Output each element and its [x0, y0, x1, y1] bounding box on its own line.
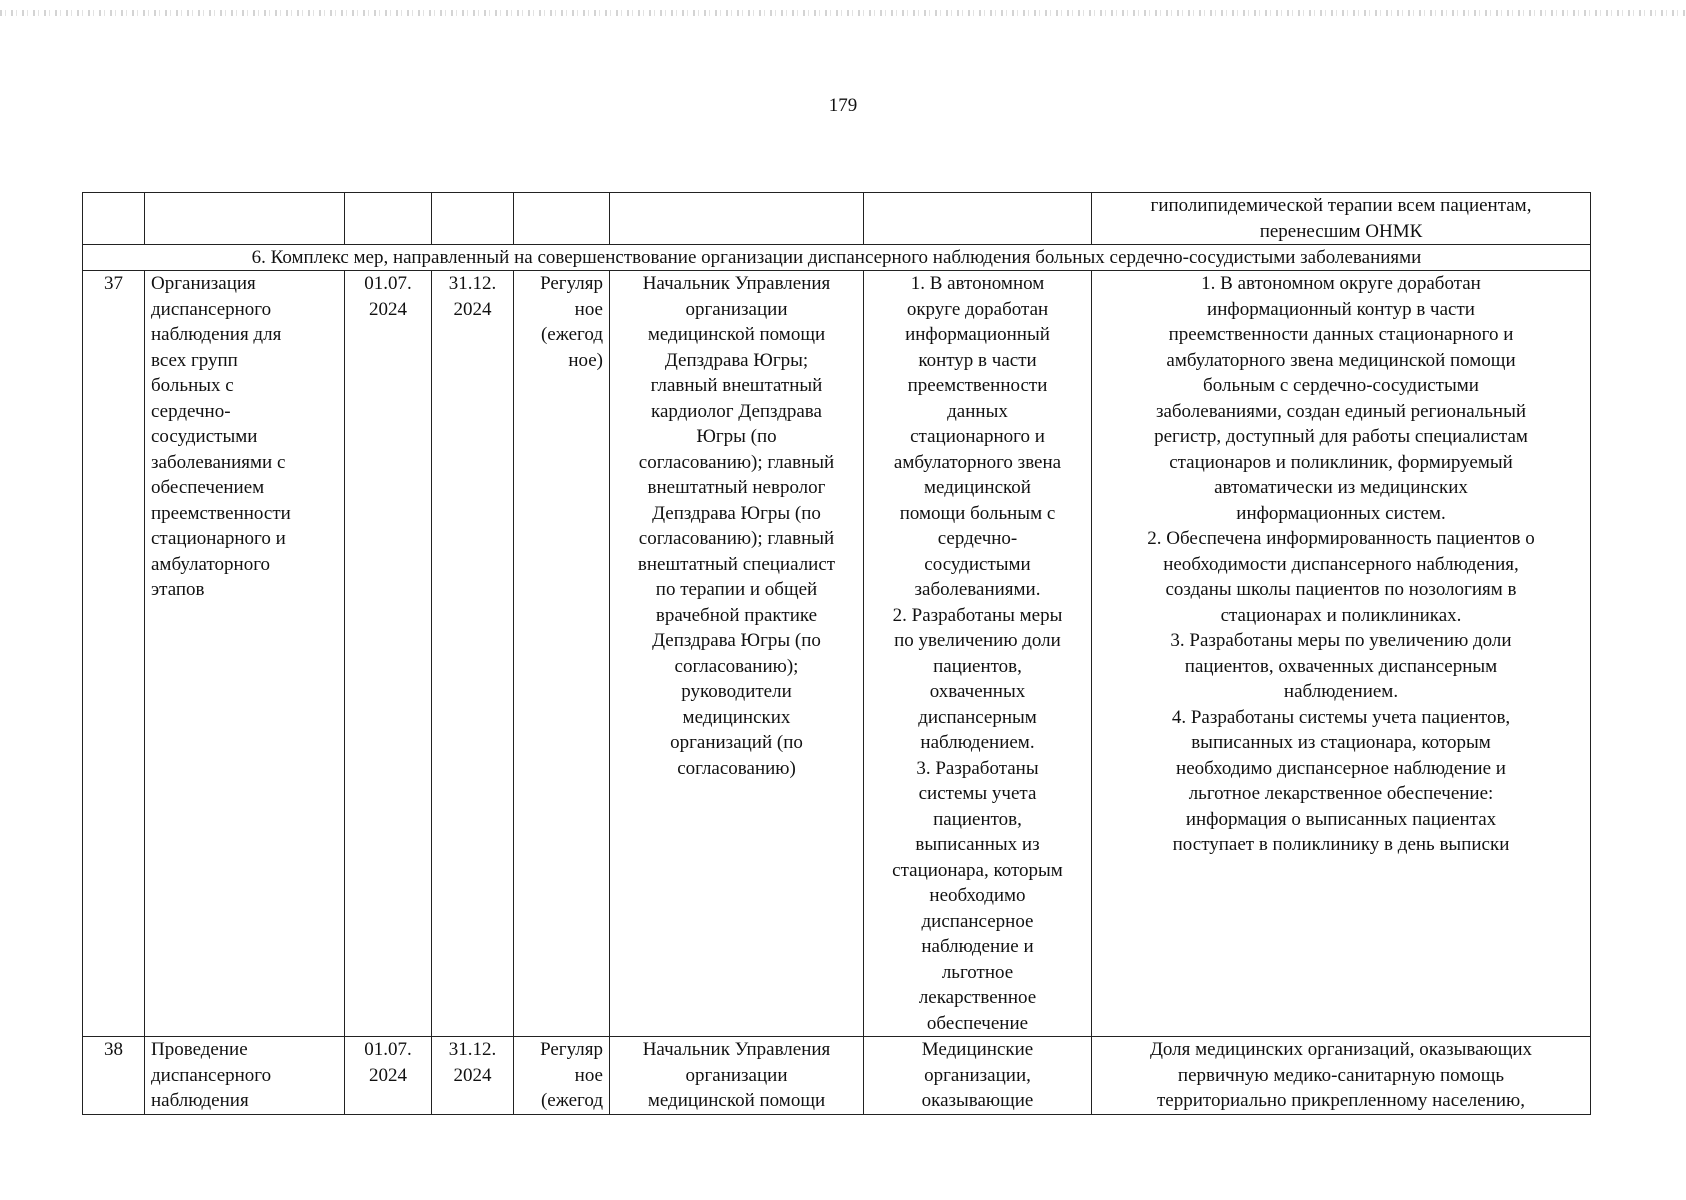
characteristic [870, 271, 1085, 1036]
text-line: округе доработан [906, 298, 1049, 320]
text-line: пациентов, [933, 808, 1022, 830]
frequency [520, 1037, 603, 1114]
text-line: этапов [151, 579, 205, 600]
text-line: 1. В автономном [910, 273, 1045, 294]
text-line: ное [574, 298, 603, 320]
text-line: Медицинские [921, 1039, 1034, 1060]
result-text [1098, 271, 1584, 858]
text-line: диспансерного [151, 1064, 272, 1086]
text-line: стационаров и поликлиник, формируемый [1169, 451, 1513, 473]
text-line: внештатный невролог [647, 477, 826, 498]
end-date [438, 1037, 507, 1088]
text-line: медицинской [924, 477, 1031, 498]
empty-cell [345, 193, 432, 245]
text-line: перенесшим ОНМК [1259, 220, 1423, 242]
text-line: организаций (по [670, 732, 803, 753]
text-line: Депздрава Югры; [664, 349, 809, 371]
start-date [351, 1037, 425, 1088]
text-line: 3. Разработаны [916, 757, 1039, 779]
text-line: пациентов, охваченных диспансерным [1184, 655, 1498, 677]
page-number: 179 [828, 95, 858, 116]
text-line: территориально прикрепленному населению, [1156, 1090, 1525, 1111]
text-line: (ежегод [540, 324, 603, 345]
text-line: ное [574, 1064, 603, 1086]
end-date-cell [432, 1037, 514, 1115]
text-line: необходимо диспансерное наблюдение и [1176, 757, 1506, 779]
empty-cell [432, 193, 514, 245]
text-line: 2024 [453, 1064, 492, 1086]
text-line: сосудистыми [151, 426, 258, 447]
text-line: наблюдением. [920, 732, 1035, 753]
text-line: лекарственное [918, 987, 1037, 1008]
measure-name-cell [145, 271, 345, 1037]
text-line: 01.07. [364, 273, 412, 294]
text-line: амбулаторного [151, 553, 271, 575]
text-line: врачебной практике [655, 604, 818, 626]
text-line: наблюдение и [921, 936, 1034, 957]
text-line: кардиолог Депздрава [651, 400, 822, 422]
text-line: обеспечением [151, 477, 265, 498]
section-row [83, 245, 1591, 271]
text-line: сердечно- [937, 528, 1018, 549]
text-line: 2024 [453, 298, 492, 320]
text-line: диспансерным [918, 706, 1037, 728]
text-line: 31.12. [448, 273, 497, 294]
text-line: заболеваниями. [914, 579, 1041, 600]
frequency-cell [514, 271, 610, 1037]
text-line: Начальник Управления [642, 1039, 831, 1060]
text-line: 3. Разработаны меры по увеличению доли [1170, 630, 1512, 651]
text-line: согласованию); главный [638, 451, 835, 473]
text-line: 1. В автономном округе доработан [1201, 273, 1481, 294]
text-line: 2024 [369, 298, 407, 320]
text-line: преемственности [151, 502, 291, 524]
text-line: стационара, которым [892, 859, 1063, 881]
text-line: всех групп [151, 349, 238, 371]
text-line: наблюдения для [151, 324, 282, 345]
start-date [351, 271, 425, 322]
row-number: 38 [83, 1037, 145, 1115]
text-line: согласованию); [674, 655, 799, 677]
text-line: организации [685, 298, 788, 320]
responsible [616, 1037, 857, 1114]
text-line: Югры (по [696, 426, 777, 447]
text-line: диспансерного [151, 298, 272, 320]
text-line: организации [685, 1064, 788, 1086]
empty-cell [864, 193, 1092, 245]
text-line: 2. Обеспечена информированность пациентов о [1147, 528, 1535, 549]
text-line: информация о выписанных пациентах [1185, 808, 1497, 830]
empty-cell [145, 193, 345, 245]
scan-edge-artifact [0, 10, 1686, 16]
measure-name [151, 1037, 338, 1114]
text-line: амбулаторного звена [893, 451, 1062, 473]
text-line: сердечно- [151, 400, 231, 422]
text-line: обеспечение [926, 1012, 1029, 1034]
text-line: выписанных из [915, 834, 1040, 855]
table-row [83, 1037, 1591, 1115]
empty-cell [514, 193, 610, 245]
end-date [438, 271, 507, 322]
text-line: стационарного и [151, 528, 286, 549]
text-line: медицинских [682, 706, 791, 728]
continuation-row [83, 193, 1591, 245]
text-line: Регуляр [540, 1039, 603, 1060]
text-line: по увеличению доли [894, 630, 1061, 651]
table-row [83, 271, 1591, 1037]
text-line: необходимости диспансерного наблюдения, [1163, 553, 1519, 575]
text-line: созданы школы пациентов по нозологиям в [1165, 579, 1517, 600]
text-line: Проведение [151, 1039, 248, 1060]
measure-name [151, 271, 338, 603]
text-line: (ежегод [540, 1090, 603, 1111]
text-line: охваченных [929, 681, 1026, 702]
text-line: помощи больным с [899, 502, 1056, 524]
text-line: больных с [151, 375, 234, 396]
text-line: 2. Разработаны меры [892, 604, 1063, 626]
responsible [616, 271, 857, 781]
text-line: Регуляр [540, 273, 603, 294]
row-number: 37 [83, 271, 145, 1037]
characteristic-cell [864, 1037, 1092, 1115]
text-line: сосудистыми [924, 553, 1031, 575]
text-line: организации, [924, 1064, 1031, 1086]
measure-name-cell [145, 1037, 345, 1115]
text-line: информационный [905, 324, 1050, 345]
text-line: больным с сердечно-сосудистыми [1203, 375, 1479, 396]
text-line: 2024 [369, 1064, 407, 1086]
text-line: Депздрава Югры (по [652, 502, 821, 524]
text-line: медицинской помощи [647, 1090, 826, 1111]
text-line: гиполипидемической терапии всем пациентам, [1150, 195, 1532, 216]
text-line: преемственности [907, 375, 1048, 396]
empty-cell [610, 193, 864, 245]
text-line: льготное лекарственное обеспечение: [1188, 783, 1494, 804]
text-line: необходимо [929, 885, 1026, 906]
text-line: диспансерное [921, 910, 1034, 932]
text-line: внештатный специалист [637, 553, 836, 575]
text-line: системы учета [918, 783, 1037, 804]
end-date-cell [432, 271, 514, 1037]
text-line: контур в части [918, 349, 1037, 371]
text-line: по терапии и общей [655, 579, 818, 600]
text-line: оказывающие [921, 1090, 1034, 1111]
text-line: стационарах и поликлиниках. [1220, 604, 1462, 626]
text-line: Организация [151, 273, 256, 294]
start-date-cell [345, 271, 432, 1037]
plan-table [82, 192, 1591, 1115]
text-line: преемственности данных стационарного и [1168, 324, 1514, 345]
responsible-cell [610, 271, 864, 1037]
text-line: 4. Разработаны системы учета пациентов, [1171, 706, 1511, 728]
result-cell [1092, 193, 1591, 245]
text-line: амбулаторного звена медицинской помощи [1166, 349, 1516, 371]
text-line: информационный контур в части [1207, 298, 1475, 320]
frequency-cell [514, 1037, 610, 1115]
result-cell [1092, 271, 1591, 1037]
text-line: 31.12. [448, 1039, 497, 1060]
text-line: ное) [568, 349, 603, 371]
result-text [1098, 1037, 1584, 1114]
start-date-cell [345, 1037, 432, 1115]
frequency [520, 271, 603, 373]
text-line: Доля медицинских организаций, оказывающих [1149, 1039, 1533, 1060]
text-line: согласованию) [677, 757, 796, 779]
characteristic [870, 1037, 1085, 1114]
text-line: согласованию); главный [638, 528, 835, 549]
text-line: заболеваниями с [151, 451, 286, 473]
text-line: Депздрава Югры (по [652, 630, 821, 651]
section-heading: 6. Комплекс мер, направленный на совершенствование организации диспансерного наблюдения больных сердечно-сосудистыми заболеваниями [83, 245, 1591, 271]
empty-cell [83, 193, 145, 245]
text-line: медицинской помощи [647, 324, 826, 345]
responsible-cell [610, 1037, 864, 1115]
result-cell [1092, 1037, 1591, 1115]
characteristic-cell [864, 271, 1092, 1037]
text-line: выписанных из стационара, которым [1191, 732, 1491, 753]
text-line: автоматически из медицинских [1214, 477, 1468, 498]
text-line: льготное [941, 961, 1014, 983]
result-text [1098, 193, 1584, 244]
text-line: Начальник Управления [642, 273, 831, 294]
text-line: поступает в поликлинику в день выписки [1172, 834, 1510, 855]
text-line: стационарного и [910, 426, 1045, 447]
text-line: первичную медико-санитарную помощь [1177, 1064, 1505, 1086]
text-line: данных [947, 400, 1008, 422]
text-line: наблюдения [151, 1090, 249, 1111]
text-line: информационных систем. [1236, 502, 1446, 524]
text-line: наблюдением. [1283, 681, 1399, 702]
text-line: руководители [681, 681, 792, 702]
text-line: пациентов, [933, 655, 1022, 677]
text-line: 01.07. [364, 1039, 412, 1060]
text-line: главный внештатный [650, 375, 823, 396]
text-line: регистр, доступный для работы специалистам [1154, 426, 1528, 447]
text-line: заболеваниями, создан единый региональный [1155, 400, 1527, 422]
